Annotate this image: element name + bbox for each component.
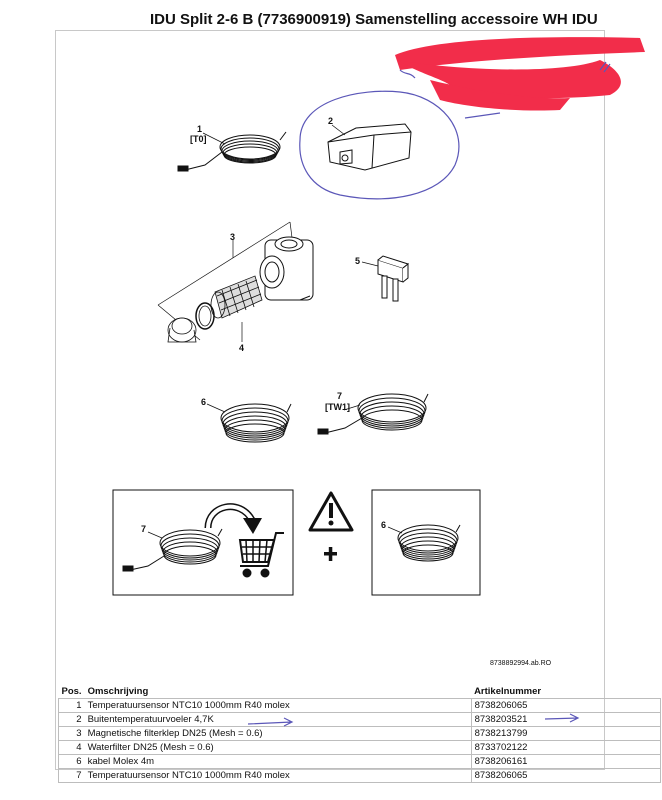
- row-desc: kabel Molex 4m: [85, 755, 472, 769]
- row-pos: 3: [59, 727, 85, 741]
- header-art: Artikelnummer: [474, 685, 542, 697]
- callout-7b: 7: [141, 524, 147, 534]
- plus-icon: [324, 547, 337, 561]
- page-title: IDU Split 2-6 B (7736900919) Samenstelling accessoire WH IDU: [150, 11, 598, 28]
- row-pos: 2: [59, 713, 85, 727]
- header-pos: Pos.: [61, 685, 82, 697]
- warning-triangle-icon: [310, 493, 352, 530]
- callout-4: 4: [239, 343, 245, 353]
- table-row: [59, 769, 661, 783]
- cable-coil-6: [221, 404, 291, 442]
- row-art: 8738206065: [471, 769, 660, 783]
- row-art: 8738213799: [471, 727, 660, 741]
- table-row: [59, 741, 661, 755]
- callout-2: 2: [328, 116, 334, 126]
- sensor-coil-7: [318, 394, 428, 434]
- accessory-box: [372, 490, 480, 595]
- row-art: 8738203521: [471, 713, 660, 727]
- table-row: [59, 699, 661, 713]
- bridge-connector-5: [378, 256, 408, 301]
- row-pos: 1: [59, 699, 85, 713]
- callout-6b: 6: [381, 520, 387, 530]
- row-art: 8733702122: [471, 741, 660, 755]
- row-art: 8738206065: [471, 699, 660, 713]
- header-desc: Omschrijving: [87, 685, 149, 697]
- callout-5: 5: [355, 256, 361, 266]
- callout-1: 1: [197, 124, 203, 134]
- image-reference: 8738892994.ab.RO: [490, 660, 552, 667]
- row-pos: 4: [59, 741, 85, 755]
- row-desc: Magnetische filterklep DN25 (Mesh = 0.6): [85, 727, 472, 741]
- parts-table: [58, 684, 661, 783]
- row-art: 8738206161: [471, 755, 660, 769]
- callout-1-sub: [T0]: [190, 134, 207, 144]
- row-desc: Waterfilter DN25 (Mesh = 0.6): [85, 741, 472, 755]
- mesh-filter-4: [168, 276, 262, 342]
- callout-7-sub: [TW1]: [325, 402, 350, 412]
- row-desc: Temperatuursensor NTC10 1000mm R40 molex: [85, 699, 472, 713]
- table-row: [59, 713, 661, 727]
- row-pos: 7: [59, 769, 85, 783]
- callout-6: 6: [201, 397, 207, 407]
- row-desc: Buitentemperatuurvoeler 4,7K: [85, 713, 472, 727]
- table-header: [59, 684, 661, 699]
- table-row: [59, 755, 661, 769]
- row-pos: 6: [59, 755, 85, 769]
- sensor-housing-2: [328, 124, 411, 170]
- callout-7: 7: [337, 391, 343, 401]
- callout-3: 3: [230, 232, 236, 242]
- table-row: [59, 727, 661, 741]
- row-desc: Temperatuursensor NTC10 1000mm R40 molex: [85, 769, 472, 783]
